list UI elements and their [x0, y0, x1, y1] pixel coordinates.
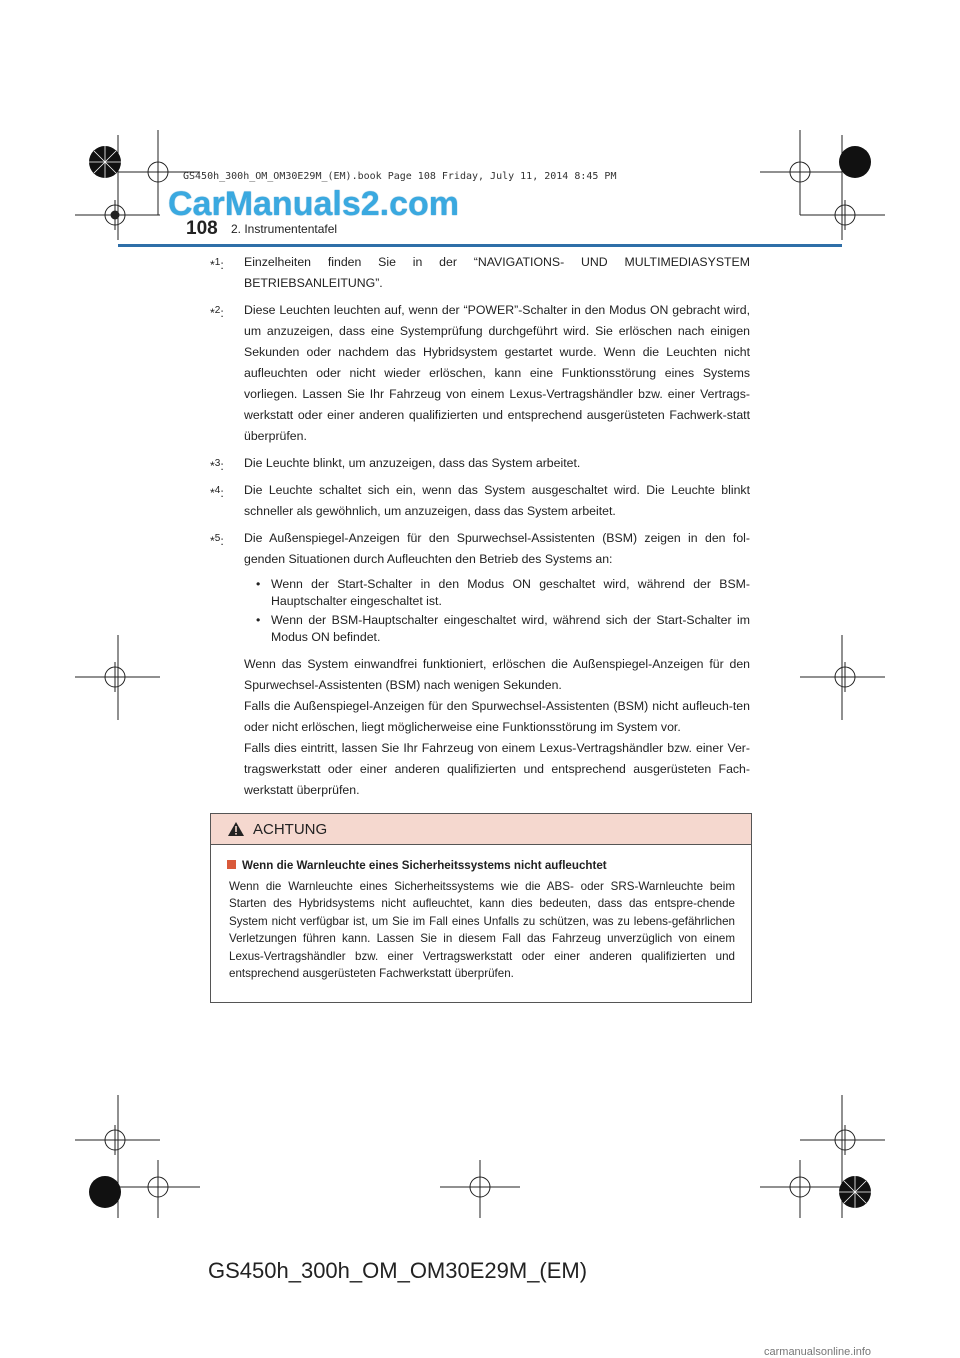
- footnote-mark: *$^1$:: [210, 257, 224, 272]
- book-header: GS450h_300h_OM_OM30E29M_(EM).book Page 108 Friday, July 11, 2014 8:45 PM: [183, 171, 617, 182]
- footnote-1: [210, 252, 750, 294]
- footer-site: carmanualsonline.info: [764, 1346, 872, 1358]
- footer-model-code: GS450h_300h_OM_OM30E29M_(EM): [208, 1258, 588, 1283]
- list-item: • Wenn der Start-Schalter in den Modus ON geschaltet wird, während der BSM-Hauptschalter eingeschaltet ist.: [256, 576, 750, 610]
- warning-text: Wenn die Warnleuchte eines Sicherheitssystems wie die ABS- oder SRS-Warnleuchte beim Starten des Hybridsystems nicht aufleuchtet, kann dies bedeuten, dass das entspre-chende System nicht verfügbar ist, um Sie im Fall eines Unfalls zu schützen, was zu lebens-gefährlichen Verletzungen führen kann. Lassen Sie in diesem Fall das Fahrzeug unverzüglich von einem Lexus-Vertragshändler bzw. einer Vertragswerkstatt oder einer anderen qualifizierten und entsprechend ausgerüsteten Fachwerkstatt überprüfen.: [229, 879, 735, 980]
- footnote-mark: *$^4$:: [210, 485, 224, 500]
- main-content: [210, 252, 750, 801]
- bullet-list: [210, 576, 750, 646]
- footnote-mark: *$^5$:: [210, 533, 224, 548]
- footnote-text: Die Leuchte blinkt, um anzuzeigen, dass das System arbeitet.: [244, 456, 581, 470]
- footnote-text: Die Außenspiegel-Anzeigen für den Spurwechsel-Assistenten (BSM) zeigen in den fol-genden Situationen durch Aufleuchten den Betrieb des Systems an:: [244, 531, 750, 566]
- footnote-mark: *$^2$:: [210, 305, 224, 320]
- footnote-4: [210, 480, 750, 522]
- paragraph: Wenn das System einwandfrei funktioniert, erlöschen die Außenspiegel-Anzeigen für den Spurwechsel-Assistenten (BSM) nach wenigen Sekunden.: [244, 657, 750, 692]
- footnote-text: Einzelheiten finden Sie in der “NAVIGATIONS- UND MULTIMEDIASYSTEM BETRIEBSANLEITUNG”.: [244, 255, 750, 290]
- footnote-5: [210, 528, 750, 570]
- paragraph: Falls die Außenspiegel-Anzeigen für den Spurwechsel-Assistenten (BSM) nicht aufleuch-ten oder nicht erlöschen, liegt möglicherweise eine Funktionsstörung im System vor.: [244, 699, 750, 734]
- watermark-logo: CarManuals2.com: [168, 185, 459, 223]
- warning-header: [211, 814, 751, 845]
- footnote-text: Diese Leuchten leuchten auf, wenn der “POWER”-Schalter in den Modus ON gebracht wird, um anzuzeigen, dass eine Systemprüfung durchgeführt wird. Sie erlöschen nach einigen Sekunden oder nachdem das Hybridsystem gestartet wurde. Wenn die Leuchten nicht aufleuchten oder nicht wieder erlöschen, kann eine Funktionsstörung eines Systems vorliegen. Lassen Sie Ihr Fahrzeug von einem Lexus-Vertragshändler bzw. einer Vertrags-werkstatt oder einer anderen qualifizierten und entsprechend ausgerüsteten Fachwerk-statt überprüfen.: [244, 303, 750, 443]
- page-number: 108: [186, 218, 218, 239]
- footnote-3: [210, 453, 750, 474]
- list-item: • Wenn der BSM-Hauptschalter eingeschaltet wird, während sich der Start-Schalter im Modus ON befindet.: [256, 612, 750, 646]
- footnote-mark: *$^3$:: [210, 458, 224, 473]
- footnote-text: Die Leuchte schaltet sich ein, wenn das System ausgeschaltet wird. Die Leuchte blinkt schneller als gewöhnlich, um anzuzeigen, dass das System arbeitet.: [244, 483, 750, 518]
- warning-triangle-icon: [227, 821, 245, 837]
- warning-label: ACHTUNG: [253, 820, 328, 838]
- warning-body: [211, 845, 751, 983]
- section-title: 2. Instrumententafel: [231, 222, 338, 236]
- warning-box: [210, 813, 752, 1003]
- paragraph: Falls dies eintritt, lassen Sie Ihr Fahrzeug von einem Lexus-Vertragshändler bzw. einer Ver-tragswerkstatt oder einer anderen qualifizierten und entsprechend ausgerüsteten Fach-werkstatt überprüfen.: [244, 741, 750, 797]
- footnote-2: [210, 300, 750, 447]
- header-rule: [118, 244, 842, 247]
- square-bullet-icon: [227, 860, 236, 869]
- warning-title-text: Wenn die Warnleuchte eines Sicherheitssystems nicht aufleuchtet: [242, 859, 607, 872]
- warning-title: [227, 857, 735, 875]
